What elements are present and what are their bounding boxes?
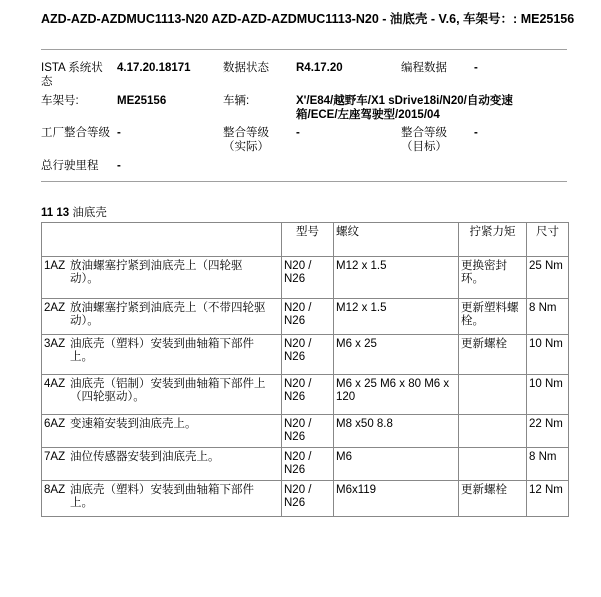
section-number: 11 13 [41,207,70,219]
thread-cell: M8 x50 8.8 [334,415,459,448]
thread-cell: M6 x 25 [334,335,459,375]
page-title: AZD-AZD-AZDMUC1113-N20 AZD-AZD-AZDMUC1113-N20 - 油底壳 - V.6, 车架号：: ME25156 [41,12,575,26]
row-id: 8AZ [44,484,66,496]
target-level-label: 整合等级（目标） [401,127,447,153]
header-thread: 螺纹 [334,223,459,257]
description-cell [42,257,282,299]
row-id: 6AZ [44,418,66,430]
table-header-row [42,223,569,257]
row-id: 3AZ [44,338,66,350]
description-cell [42,375,282,415]
data-status-label: 数据状态 [223,62,269,74]
model-cell: N20 / N26 [282,375,334,415]
vehicle-label: 车辆: [223,95,250,107]
factory-level-value: - [117,127,121,139]
description-cell [42,415,282,448]
thread-cell: M6 [334,448,459,481]
model-cell: N20 / N26 [282,448,334,481]
row-id: 7AZ [44,451,66,463]
vin-value: ME25156 [117,95,167,107]
divider [41,181,567,182]
mileage-label: 总行驶里程 [41,160,99,172]
ista-value: 4.17.20.18171 [117,62,191,74]
model-cell: N20 / N26 [282,257,334,299]
model-cell: N20 / N26 [282,335,334,375]
torque-cell [459,375,527,415]
size-cell: 25 Nm [527,257,569,299]
model-cell: N20 / N26 [282,415,334,448]
torque-cell: 更新螺栓 [459,335,527,375]
row-id: 4AZ [44,378,66,390]
header-size: 尺寸 [527,223,569,257]
row-description: 变速箱安装到油底壳上。 [70,418,197,430]
thread-cell: M6x119 [334,481,459,517]
row-description: 油底壳（塑料）安装到曲轴箱下部件上。 [70,484,254,509]
row-description: 油位传感器安装到油底壳上。 [70,451,220,463]
actual-level-label: 整合等级（实际） [223,127,269,153]
header-description [42,223,282,257]
row-description: 油底壳（塑料）安装到曲轴箱下部件上。 [70,338,254,363]
description-cell [42,481,282,517]
torque-table [41,222,569,517]
header-model: 型号 [282,223,334,257]
vin-label: 车架号: [41,95,79,107]
model-cell: N20 / N26 [282,299,334,335]
row-description: 放油螺塞拧紧到油底壳上（不带四轮驱动）。 [70,302,266,327]
thread-cell: M6 x 25 M6 x 80 M6 x 120 [334,375,459,415]
table-row [42,481,569,517]
divider [41,49,567,50]
section-title: 油底壳 [72,207,107,219]
row-id: 1AZ [44,260,66,272]
vehicle-value: X'/E84/越野车/X1 sDrive18i/N20/自动变速箱/ECE/左座驾驶型/2015/04 [296,95,513,121]
size-cell: 8 Nm [527,299,569,335]
table-row [42,335,569,375]
target-level-value: - [474,127,478,139]
size-cell: 10 Nm [527,335,569,375]
programming-value: - [474,62,478,74]
mileage-value: - [117,160,121,172]
table-row [42,299,569,335]
programming-label: 编程数据 [401,62,447,74]
row-description: 油底壳（铝制）安装到曲轴箱下部件上（四轮驱动）。 [70,378,266,403]
torque-cell: 更换密封环。 [459,257,527,299]
torque-cell [459,448,527,481]
description-cell [42,299,282,335]
row-description: 放油螺塞拧紧到油底壳上（四轮驱动）。 [70,260,243,285]
thread-cell: M12 x 1.5 [334,299,459,335]
table-row [42,375,569,415]
ista-label: ISTA 系统状态 [41,62,103,88]
size-cell: 12 Nm [527,481,569,517]
thread-cell: M12 x 1.5 [334,257,459,299]
model-cell: N20 / N26 [282,481,334,517]
section-heading [41,206,107,220]
header-torque: 拧紧力矩 [459,223,527,257]
torque-cell: 更新塑料螺栓。 [459,299,527,335]
description-cell [42,335,282,375]
torque-cell [459,415,527,448]
table-row [42,448,569,481]
torque-cell: 更新螺栓 [459,481,527,517]
size-cell: 22 Nm [527,415,569,448]
size-cell: 8 Nm [527,448,569,481]
size-cell: 10 Nm [527,375,569,415]
table-row [42,415,569,448]
description-cell [42,448,282,481]
row-id: 2AZ [44,302,66,314]
data-status-value: R4.17.20 [296,62,343,74]
factory-level-label: 工厂整合等级 [41,127,110,139]
table-row [42,257,569,299]
actual-level-value: - [296,127,300,139]
